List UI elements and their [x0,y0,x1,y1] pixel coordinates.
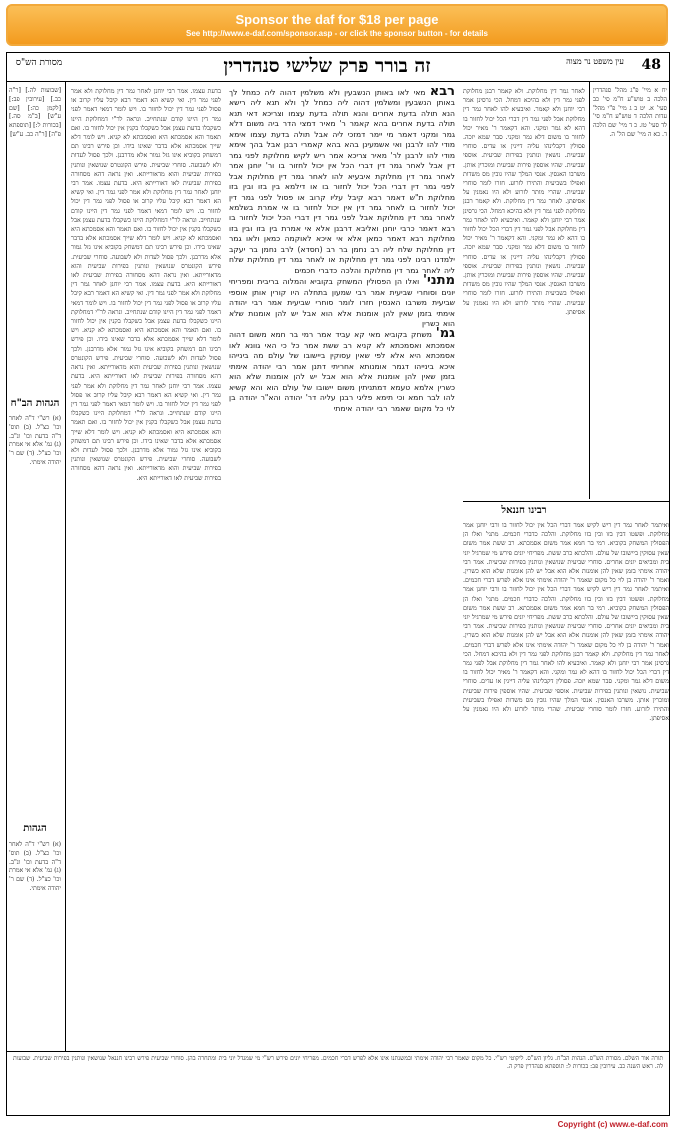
gilyon-text: (א) רש"י ד"ה לאחר וכו' כצ"ל. (ב) תוס' ד"ה בדעת וכו' ונ"ב. (ג) גמ' אלא אי אמרת וכו' כצ"ל. (ד) שם ר' יהודה אימתי. [9,841,61,892]
sponsor-banner[interactable] [6,4,668,46]
gemara-paragraph-1: מאי לאו באותן הנשבעין ולא משלמין דהוה ליה כמחל לך באותן הנשבעין ומשלמין דהוה ליה כמחל לך ולא תנא ליה רישא הנא תולה בדעת אחרים והנא תולה בדעת עצמו וצריכא דאי תנא תולה בדעת אחרים בהא קאמר ר' מאיר דמצי הדר ביה משום דלא גמר ומקני דאמר מי יימר דמזכי ליה אבל תולה בדעת עצמו אימא מודי להו לרבנן ואי אשמעינן בהא בהא קאמרי רבנן אבל בהך אימא מודי להו לרבנן לר' מאיר צריכא אמר ריש לקיש מחלוקת לפני גמר דין אבל לאחר גמר דין דברי הכל אין יכול לחזור בו ור' יוחנן אמר לאחר גמר דין מחלוקת איבעיא להו לאחר גמר דין מחלוקת אבל לפני גמר דין דברי הכל יכול לחזור בו או דילמא בין בזו ובין בזו מחלוקת ת"ש דאמר רבא קיבל עליו קרוב או פסול לפני גמר דין יכול לחזור בו לאחר גמר דין אין יכול לחזור בו אי אמרת בשלמא לאחר גמר דין מחלוקת אבל לפני גמר דין דברי הכל יכול לחזור בו רבא דאמר כרבי יוחנן ואליבא דרבנן אלא אי אמרת בין בזו ובין בזו מחלוקת רבא דאמר כמאן אלא אי איכא לאוקמה כמאן ולאו גמר דין מחלוקת שלח ליה רב נחמן בר רב (חסדא) לרב נחמן בר יעקב ילמדנו רבינו לפני גמר דין מחלוקת או לאחר גמר דין מחלוקת שלח ליה לאחר גמר דין מחלוקת והלכה כדברי חכמים [229,88,455,275]
tosafot-text-cont2: בדעת עצמו. אמר רבי יוחנן לאחר גמר דין מחלוקת ולא אמר לפני גמר דין. ואי קשיא הא דאמר רבא קיבל עליו קרוב או פסול לפני גמר דין יכול לחזור בו. ויש לומר דמאי דאמר לפני גמר דין היינו קודם שנתחייב. ונראה לר"י דמחלוקת היינו כשקבלו בדעת עצמן אבל כשקבלו בקנין אין יכול לחזור בו. ואם תאמר והא אסמכתא היא ואסמכתא לא קניא. ויש לומר דלא שייך אסמכתא אלא בדבר שאינו בידו. וכן פירש רבינו תם דמשחק בקוביא אינו גזל גמור אלא מדרבנן. ולכך פסול לעדות ולא לשבועה. סוחרי שביעית. פירש הקונטרס שנושאין ונותנין בפירות שביעית והוא מדאורייתא. ואין נראה דהא מסחורה בפירות שביעית לאו דאורייתא היא. [71,281,221,381]
rashi-text-cont: לאחר גמר דין מחלוקת. ולא קאמר רבנן מחלוקת לפני גמר דין ולא בהיכא דמחל. הכי גרסינן אמר רבי יוחנן ולא קאמר. ואיבעיא להו לאחר גמר דין מחלוקת אבל לפני גמר דין דברי הכל יכול לחזור בו דהא לא גמר ומקני. והא דקאמר ר' מאיר יכול לחזור בו משום דלא גמר ומקני. סבר שמא יזכה. פסולין דקבלינהו עליה דיינין או עדים. סוחרי שביעית. נושאין ונותנין בפירות שביעית. אוספי שביעית. שהיו אוספין פירות שביעית ומוכרין אותן. משרבו האנסין. אנסי המלך שהיו גובין מס משדות ואפילו בשביעית והתירו לזרוע. חזרו לומר סוחרי שביעית. שהרי מותר לזרוע ולא היו נאמנין על אסיפתן. [463,198,585,316]
mishnah-lead: מתני' [423,273,455,289]
masoret-column [9,87,61,387]
chananel-column [463,521,669,1046]
bottom-notes-text: תורה אור השלם. מסורת הש"ס. הגהות הב"ח. גליון הש"ס. ליקוטי רש"י. כל מקום שאמר רבי יהודה אימתי ובמשנתנו אינו אלא לפרש דברי חכמים. מפריחי יונים פירש רש"י מי שמגדל יוני בית ומתחרה בהן. סוחרי שביעית פירש רבינו חננאל שנושאין ונותנין בפירות שביעית. שבועות לה. ראש השנה כב. עירובין פב: בכורות ל: תוספתא סנהדרין פרק ה. [13,1055,663,1071]
page-header [7,53,669,82]
chananel-text-cont: ואיתמר לאחר גמר דין ריש לקיש אמר דברי הכל אין יכול לחזור בו ורבי יוחנן אמר מחלוקת. ופשטו דבין בזו ובין בזו מחלוקת. והלכה כדברי חכמים. מתני' ואלו הן הפסולין המשחק בקוביא. רמי בר חמא אמר משום אסמכתא. רב ששת אמר משום שאין עסוקין ביישובו של עולם. והלכתא כרב ששת. מפריחי יונים פירש מי שמרגיל יוני בית ומביאים יונים אחרים. סוחרי שביעית שנושאין ונותנין בפירות שביעית. אמר רבי יהודה אימתי בזמן שאין להן אומנות אלא הוא אבל יש להן אומנות שלא הוא כשרין. ואמר ר' יהודה בן לוי כל מקום שאמר ר' יהודה אימתי אינו אלא לפרש דברי חכמים. [463,586,669,649]
hagahot-bach-label: הגהות הב"ח [10,398,60,409]
mishnah-text: ואלו הן הפסולין המשחק בקוביא והמלוה בריבית ומפריחי יונים וסוחרי שביעית אמר רבי שמעון בתחלה היו קורין אותן אוספי שביעית משרבו האנסין חזרו לומר סוחרי שביעית אמר רבי יהודה אימתי בזמן שאין להן אומנות אלא הוא אבל יש להן אומנות שלא הוא כשרין [229,277,455,328]
ein-mishpat-heading: עין משפט נר מצוה [566,57,624,66]
bottom-notes [7,1053,669,1113]
tosafot-text-cont3: בדעת עצמו. אמר רבי יוחנן לאחר גמר דין מחלוקת ולא אמר לפני גמר דין. ואי קשיא הא דאמר רבא קיבל עליו קרוב או פסול לפני גמר דין יכול לחזור בו. ויש לומר דמאי דאמר לפני גמר דין היינו קודם שנתחייב. ונראה לר"י דמחלוקת היינו כשקבלו בדעת עצמן אבל כשקבלו בקנין אין יכול לחזור בו. ואם תאמר והא אסמכתא היא ואסמכתא לא קניא. ויש לומר דלא שייך אסמכתא אלא בדבר שאינו בידו. וכן פירש רבינו תם דמשחק בקוביא אינו גזל גמור אלא מדרבנן. ולכך פסול לעדות ולא לשבועה. סוחרי שביעית. פירש הקונטרס שנושאין ונותנין בפירות שביעית והוא מדאורייתא. ואין נראה דהא מסחורה בפירות שביעית לאו דאורייתא היא. [71,373,221,482]
ein-mishpat-column [593,87,667,497]
talmud-page [6,52,670,1116]
gemara-lead-word: רבא [429,87,455,99]
copyright-link[interactable]: Copyright (c) www.e-daf.com [557,1120,668,1129]
masoret-heading: מסורת הש"ס [15,58,63,68]
gemara-column [229,87,455,1052]
page-title: זה בורר פרק שלישי סנהדרין [223,55,431,77]
tosafot-column [71,87,221,1047]
sponsor-subtitle[interactable]: See http://www.e-daf.com/sponsor.asp - or click the sponsor button - for details [186,29,488,38]
gilyon-column [9,841,61,991]
page-number: 48 [641,57,661,73]
rabbeinu-chananel-label: רבינו חננאל [501,505,547,516]
margin-divider-left [65,81,66,1051]
hagahot-bach-column [9,415,61,615]
hagahot-label: הגהות [23,823,47,834]
tosafot-text: בדעת עצמו. אמר רבי יוחנן לאחר גמר דין מחלוקת ולא אמר לפני גמר דין. ואי קשיא הא דאמר רבא קיבל עליו קרוב או פסול לפני גמר דין יכול לחזור בו. ויש לומר דמאי דאמר לפני גמר דין היינו קודם שנתחייב. ונראה לר"י דמחלוקת היינו כשקבלו בדעת עצמן אבל כשקבלו בקנין אין יכול לחזור בו. ואם תאמר והא אסמכתא היא ואסמכתא לא קניא. ויש לומר דלא שייך אסמכתא אלא בדבר שאינו בידו. וכן פירש רבינו תם דמשחק בקוביא אינו גזל גמור אלא מדרבנן. ולכך פסול לעדות ולא לשבועה. סוחרי שביעית. פירש הקונטרס שנושאין ונותנין בפירות שביעית והוא מדאורייתא. ואין נראה דהא מסחורה בפירות שביעית לאו דאורייתא היא. [71,88,221,188]
rashi-text: לאחר גמר דין מחלוקת. ולא קאמר רבנן מחלוקת לפני גמר דין ולא בהיכא דמחל. הכי גרסינן אמר רבי יוחנן ולא קאמר. ואיבעיא להו לאחר גמר דין מחלוקת אבל לפני גמר דין דברי הכל יכול לחזור בו דהא לא גמר ומקני. והא דקאמר ר' מאיר יכול לחזור בו משום דלא גמר ומקני. סבר שמא יזכה. פסולין דקבלינהו עליה דיינין או עדים. סוחרי שביעית. נושאין ונותנין בפירות שביעית. אוספי שביעית. שהיו אוספין פירות שביעית ומוכרין אותן. משרבו האנסין. אנסי המלך שהיו גובין מס משדות ואפילו בשביעית והתירו לזרוע. חזרו לומר סוחרי שביעית. שהרי מותר לזרוע ולא היו נאמנין על אסיפתן. [463,88,585,206]
ein-mishpat-text: יח א מיי' פ"ג מהל' סנהדרין הלכה ב טוש"ע ח"מ סי' כב סעי' א. יט ב ג מיי' פ"י מהל' עדות הלכה ד טוש"ע ח"מ סי' לד סעי' טז. כ ד מיי' שם הלכה ד. כא ה מיי' שם הל' ה. [593,87,667,138]
masoret-text: [שבועות לה.] [ר"ה כב.] [עירובין פב:] [לקמן כה:] [שם ע"ש] [ב"מ סה.] [בכורות ל:] [תוספתא פ"ה] [ר"ה כב. ע"ש] [9,87,61,138]
bottom-divider [7,1051,669,1052]
margin-divider-right [589,81,590,499]
gemara-paragraph-2: משחק בקוביא מאי קא עביד אמר רמי בר חמא משום דהוה אסמכתא ואסמכתא לא קניא רב ששת אמר כל כי האי גוונא לאו אסמכתא היא אלא לפי שאין עסוקין ביישובו של עולם מה בינייהו איכא בינייהו דגמר אומנותא אחריתי דתנן אמר רבי יהודה אימתי בזמן שאין להן אומנות אלא הוא אבל יש להן אומנות שלא הוא כשרין אלמא טעמא דמתניתין משום יישובו של עולם הוא והא קשיא להו לבר חמא וכי תימא פליגי רבנן עליה דר' יהודה והא"ר יהודה בן לוי כל מקום שאמר רבי יהודה אימתי [229,330,455,413]
tosafot-text-cont: בדעת עצמו. אמר רבי יוחנן לאחר גמר דין מחלוקת ולא אמר לפני גמר דין. ואי קשיא הא דאמר רבא קיבל עליו קרוב או פסול לפני גמר דין יכול לחזור בו. ויש לומר דמאי דאמר לפני גמר דין היינו קודם שנתחייב. ונראה לר"י דמחלוקת היינו כשקבלו בדעת עצמן אבל כשקבלו בקנין אין יכול לחזור בו. ואם תאמר והא אסמכתא היא ואסמכתא לא קניא. ויש לומר דלא שייך אסמכתא אלא בדבר שאינו בידו. וכן פירש רבינו תם דמשחק בקוביא אינו גזל גמור אלא מדרבנן. ולכך פסול לעדות ולא לשבועה. סוחרי שביעית. פירש הקונטרס שנושאין ונותנין בפירות שביעית והוא מדאורייתא. ואין נראה דהא מסחורה בפירות שביעית לאו דאורייתא היא. [71,180,221,289]
chananel-text: ואיתמר לאחר גמר דין ריש לקיש אמר דברי הכל אין יכול לחזור בו ורבי יוחנן אמר מחלוקת. ופשטו דבין בזו ובין בזו מחלוקת. והלכה כדברי חכמים. מתני' ואלו הן הפסולין המשחק בקוביא. רמי בר חמא אמר משום אסמכתא. רב ששת אמר משום שאין עסוקין ביישובו של עולם. והלכתא כרב ששת. מפריחי יונים פירש מי שמרגיל יוני בית ומביאים יונים אחרים. סוחרי שביעית שנושאין ונותנין בפירות שביעית. אמר רבי יהודה אימתי בזמן שאין להן אומנות אלא הוא אבל יש להן אומנות שלא הוא כשרין. ואמר ר' יהודה בן לוי כל מקום שאמר ר' יהודה אימתי אינו אלא לפרש דברי חכמים. [463,522,669,585]
hagahot-bach-text: (א) רש"י ד"ה לאחר וכו' כצ"ל. (ב) תוס' ד"ה בדעת וכו' ונ"ב. (ג) גמ' אלא אי אמרת וכו' כצ"ל. (ד) שם ר' יהודה אימתי. [9,415,61,466]
rashi-column [463,87,585,497]
rashi-divider [463,501,669,502]
gemara-lead: גמ' [435,326,455,342]
sponsor-title[interactable]: Sponsor the daf for $18 per page [235,12,439,27]
chananel-text-cont2: לאחר גמר דין מחלוקת. ולא קאמר רבנן מחלוקת לפני גמר דין ולא בהיכא דמחל. הכי גרסינן אמר רבי יוחנן ולא קאמר. ואיבעיא להו לאחר גמר דין מחלוקת אבל לפני גמר דין דברי הכל יכול לחזור בו דהא לא גמר ומקני. והא דקאמר ר' מאיר יכול לחזור בו משום דלא גמר ומקני. סבר שמא יזכה. פסולין דקבלינהו עליה דיינין או עדים. סוחרי שביעית. נושאין ונותנין בפירות שביעית. אוספי שביעית. שהיו אוספין פירות שביעית ומוכרין אותן. משרבו האנסין. אנסי המלך שהיו גובין מס משדות ואפילו בשביעית והתירו לזרוע. חזרו לומר סוחרי שביעית. שהרי מותר לזרוע ולא היו נאמנין על אסיפתן. [463,650,669,723]
